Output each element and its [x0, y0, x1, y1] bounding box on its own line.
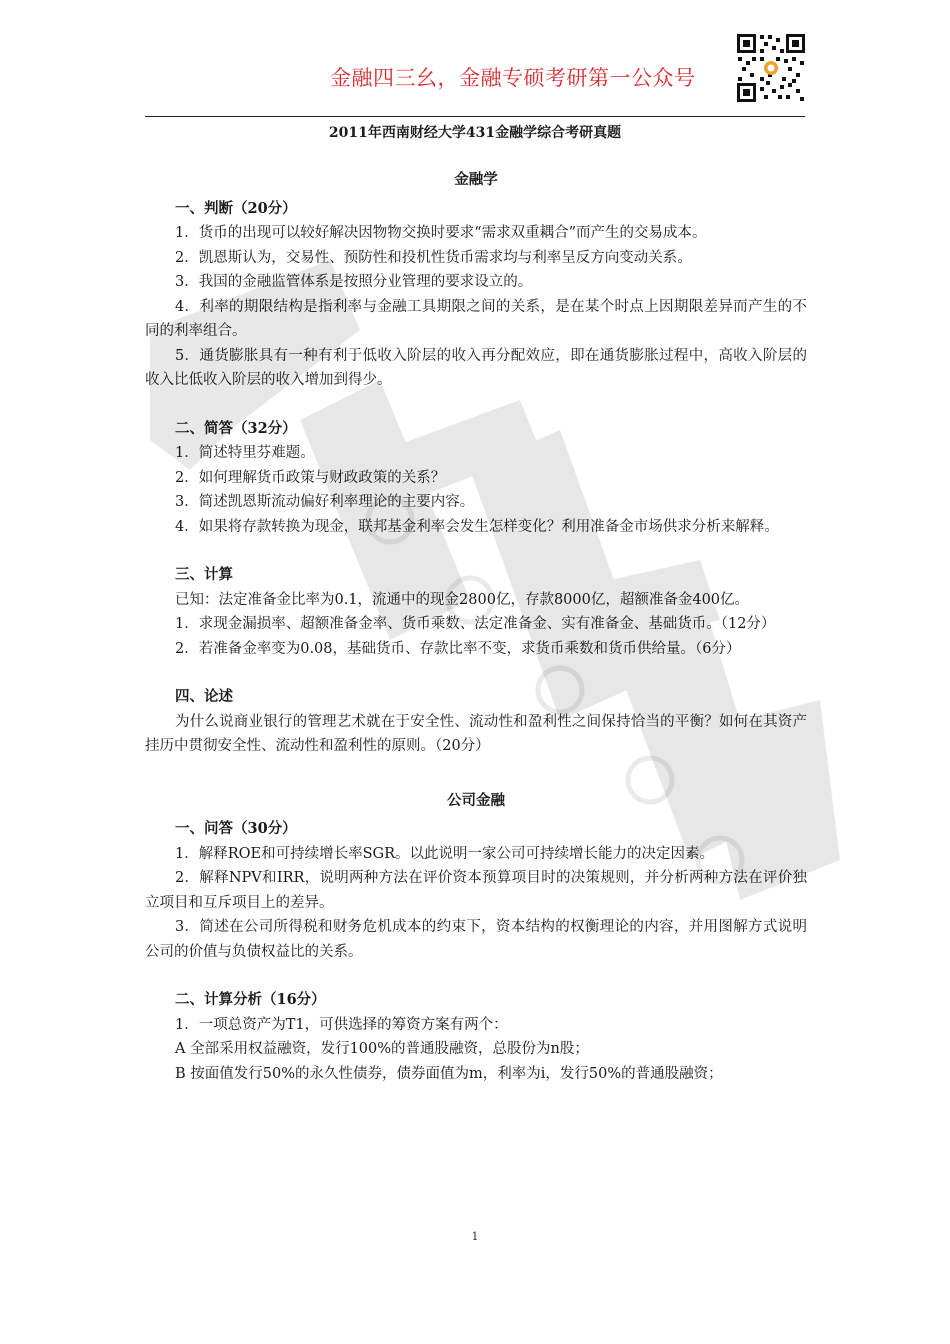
question-item: 1．货币的出现可以较好解决因物物交换时要求“需求双重耦合”而产生的交易成本。	[175, 225, 707, 241]
question-item: 5．通货膨胀具有一种有利于低收入阶层的收入再分配效应，即在通货膨胀过程中，高收入阶层的收入比低收入阶层的收入增加到得少。	[145, 347, 807, 388]
question-item: 4．如果将存款转换为现金，联邦基金利率会发生怎样变化？利用准备金市场供求分析来解释。	[175, 518, 779, 535]
question-item: 1．求现金漏损率、超额准备金率、货币乘数、法定准备金、实有准备金、基础货币。（12分）	[175, 616, 776, 632]
qr-code-icon	[736, 33, 806, 103]
option-item: B 按面值发行50%的永久性债券，债券面值为m，利率为i，发行50%的普通股融资；	[175, 1065, 723, 1082]
subject-heading-corporate: 公司金融	[447, 791, 505, 809]
section-heading-essay: 四、论述	[175, 688, 233, 705]
document-body	[145, 162, 807, 1086]
question-item: 3．我国的金融监管体系是按照分业管理的要求设立的。	[175, 274, 533, 290]
question-item: 1．一项总资产为T1，可供选择的筹资方案有两个：	[175, 1016, 508, 1033]
section-heading-short: 二、简答（32分）	[175, 419, 297, 437]
question-item: 1．解释ROE和可持续增长率SGR。以此说明一家公司可持续增长能力的决定因素。	[175, 845, 715, 862]
question-item: 1．简述特里芬难题。	[175, 445, 315, 461]
question-item: 4．利率的期限结构是指利率与金融工具期限之间的关系，是在某个时点上因期限差异而产生的不同的利率组合。	[145, 298, 807, 339]
question-item: 2．凯恩斯认为，交易性、预防性和投机性货币需求均与利率呈反方向变动关系。	[175, 249, 692, 266]
question-item: 2．解释NPV和IRR，说明两种方法在评价资本预算项目时的决策规则，并分析两种方法在评价独立项目和互斥项目上的差异。	[145, 870, 807, 911]
section-heading-qa: 一、问答（30分）	[175, 820, 297, 837]
question-item: 2．如何理解货币政策与财政政策的关系？	[175, 469, 446, 486]
question-item: 2．若准备金率变为0.08，基础货币、存款比率不变，求货币乘数和货币供给量。（6分）	[175, 640, 741, 657]
section-heading-calc: 三、计算	[175, 566, 233, 583]
section-heading-judge: 一、判断（20分）	[175, 199, 297, 217]
document-title: 2011年西南财经大学431金融学综合考研真题	[328, 125, 622, 141]
page-number: 1	[471, 1230, 479, 1243]
header-divider	[145, 116, 805, 117]
section-heading-analysis: 二、计算分析（16分）	[175, 991, 326, 1008]
subject-heading-finance: 金融学	[454, 171, 498, 188]
question-item: 3．简述在公司所得税和财务危机成本的约束下，资本结构的权衡理论的内容，并用图解方式说明公司的价值与负债权益比的关系。	[145, 919, 807, 960]
essay-question: 为什么说商业银行的管理艺术就在于安全性、流动性和盈利性之间保持恰当的平衡？如何在其资产挂历中贯彻安全性、流动性和盈利性的原则。（20分）	[145, 713, 807, 754]
option-item: A 全部采用权益融资，发行100%的普通股融资，总股份为n股；	[175, 1041, 589, 1057]
question-item: 3．简述凯恩斯流动偏好利率理论的主要内容。	[175, 494, 475, 510]
header-brand-text: 金融四三幺，金融专硕考研第一公众号	[330, 66, 696, 90]
calc-intro: 已知：法定准备金比率为0.1，流通中的现金2800亿，存款8000亿，超额准备金400亿。	[175, 591, 750, 608]
